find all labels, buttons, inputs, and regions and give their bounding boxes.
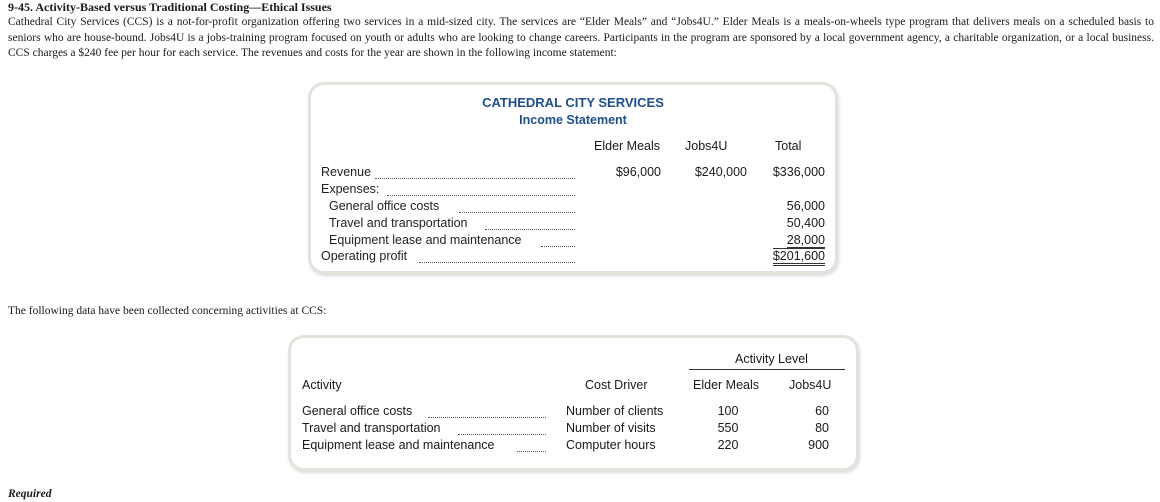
- driver-number-of-clients: Number of clients: [566, 404, 664, 418]
- revenue-elder-meals: $96,000: [615, 165, 661, 179]
- activity-equipment: Equipment lease and maintenance: [302, 438, 495, 452]
- leader-dots: [458, 434, 546, 435]
- leader-dots: [485, 229, 575, 230]
- statement-subtitle: Income Statement: [519, 113, 627, 127]
- leader-dots: [517, 451, 546, 452]
- leader-dots: [459, 212, 575, 213]
- operating-profit-total: $201,600: [773, 248, 825, 266]
- leader-dots: [419, 262, 575, 263]
- statement-title: CATHEDRAL CITY SERVICES: [482, 95, 664, 110]
- elder-meals-hours: 220: [717, 438, 739, 452]
- header-rule: [689, 369, 845, 370]
- travel-label: Travel and transportation: [329, 216, 468, 230]
- activities-intro: The following data have been collected concerning activities at CCS:: [8, 305, 327, 317]
- col-header-activity: Activity: [302, 378, 342, 392]
- jobs4u-clients: 60: [815, 404, 829, 418]
- activity-general-office: General office costs: [302, 404, 413, 418]
- col-header-jobs4u: Jobs4U: [685, 139, 728, 153]
- activity-data-panel: [288, 335, 859, 471]
- elder-meals-clients: 100: [717, 404, 739, 418]
- leader-dots: [387, 195, 575, 196]
- elder-meals-visits: 550: [717, 421, 739, 435]
- general-office-label: General office costs: [329, 199, 440, 213]
- revenue-jobs4u: $240,000: [694, 165, 747, 179]
- col-header-jobs4u: Jobs4U: [789, 378, 832, 392]
- leader-dots: [375, 178, 575, 179]
- revenue-label: Revenue: [321, 165, 372, 179]
- revenue-total: $336,000: [772, 165, 825, 179]
- col-header-elder-meals: Elder Meals: [594, 139, 660, 153]
- col-header-elder-meals: Elder Meals: [693, 378, 759, 392]
- jobs4u-hours: 900: [808, 438, 829, 452]
- income-statement-panel: [308, 82, 838, 274]
- expenses-label: Expenses:: [321, 182, 380, 196]
- col-header-total: Total: [775, 139, 802, 153]
- jobs4u-visits: 80: [815, 421, 829, 435]
- travel-total: 50,400: [786, 216, 825, 230]
- activity-travel: Travel and transportation: [302, 421, 441, 435]
- operating-profit-label: Operating profit: [321, 249, 408, 263]
- col-header-cost-driver: Cost Driver: [585, 378, 648, 392]
- general-office-total: 56,000: [786, 199, 825, 213]
- intro-paragraph: Cathedral City Services (CCS) is a not-for-profit organization offering two services in a mid-sized city. The services are “Elder Meals” and “Jobs4U.” Elder Meals is a meals-on-wheels type program that delivers meals on a scheduled basis to seniors who are house-bound. Jobs4U is a jobs-training program focused on youth or adults who are looking to change careers. Participants in the program are sponsored by a local government agency, a charitable organization, or a local business. CCS charges a $240 fee per hour for each service. The revenues and costs for the year are shown in the following income statement:: [8, 16, 1154, 59]
- problem-heading: 9-45. Activity-Based versus Traditional Costing—Ethical Issues: [8, 0, 332, 14]
- leader-dots: [541, 246, 575, 247]
- driver-number-of-visits: Number of visits: [566, 421, 656, 435]
- driver-computer-hours: Computer hours: [566, 438, 656, 452]
- equipment-label: Equipment lease and maintenance: [329, 233, 522, 247]
- leader-dots: [428, 417, 546, 418]
- required-label: Required: [8, 488, 52, 500]
- activity-level-header: Activity Level: [735, 352, 808, 366]
- equipment-total: 28,000: [786, 233, 825, 247]
